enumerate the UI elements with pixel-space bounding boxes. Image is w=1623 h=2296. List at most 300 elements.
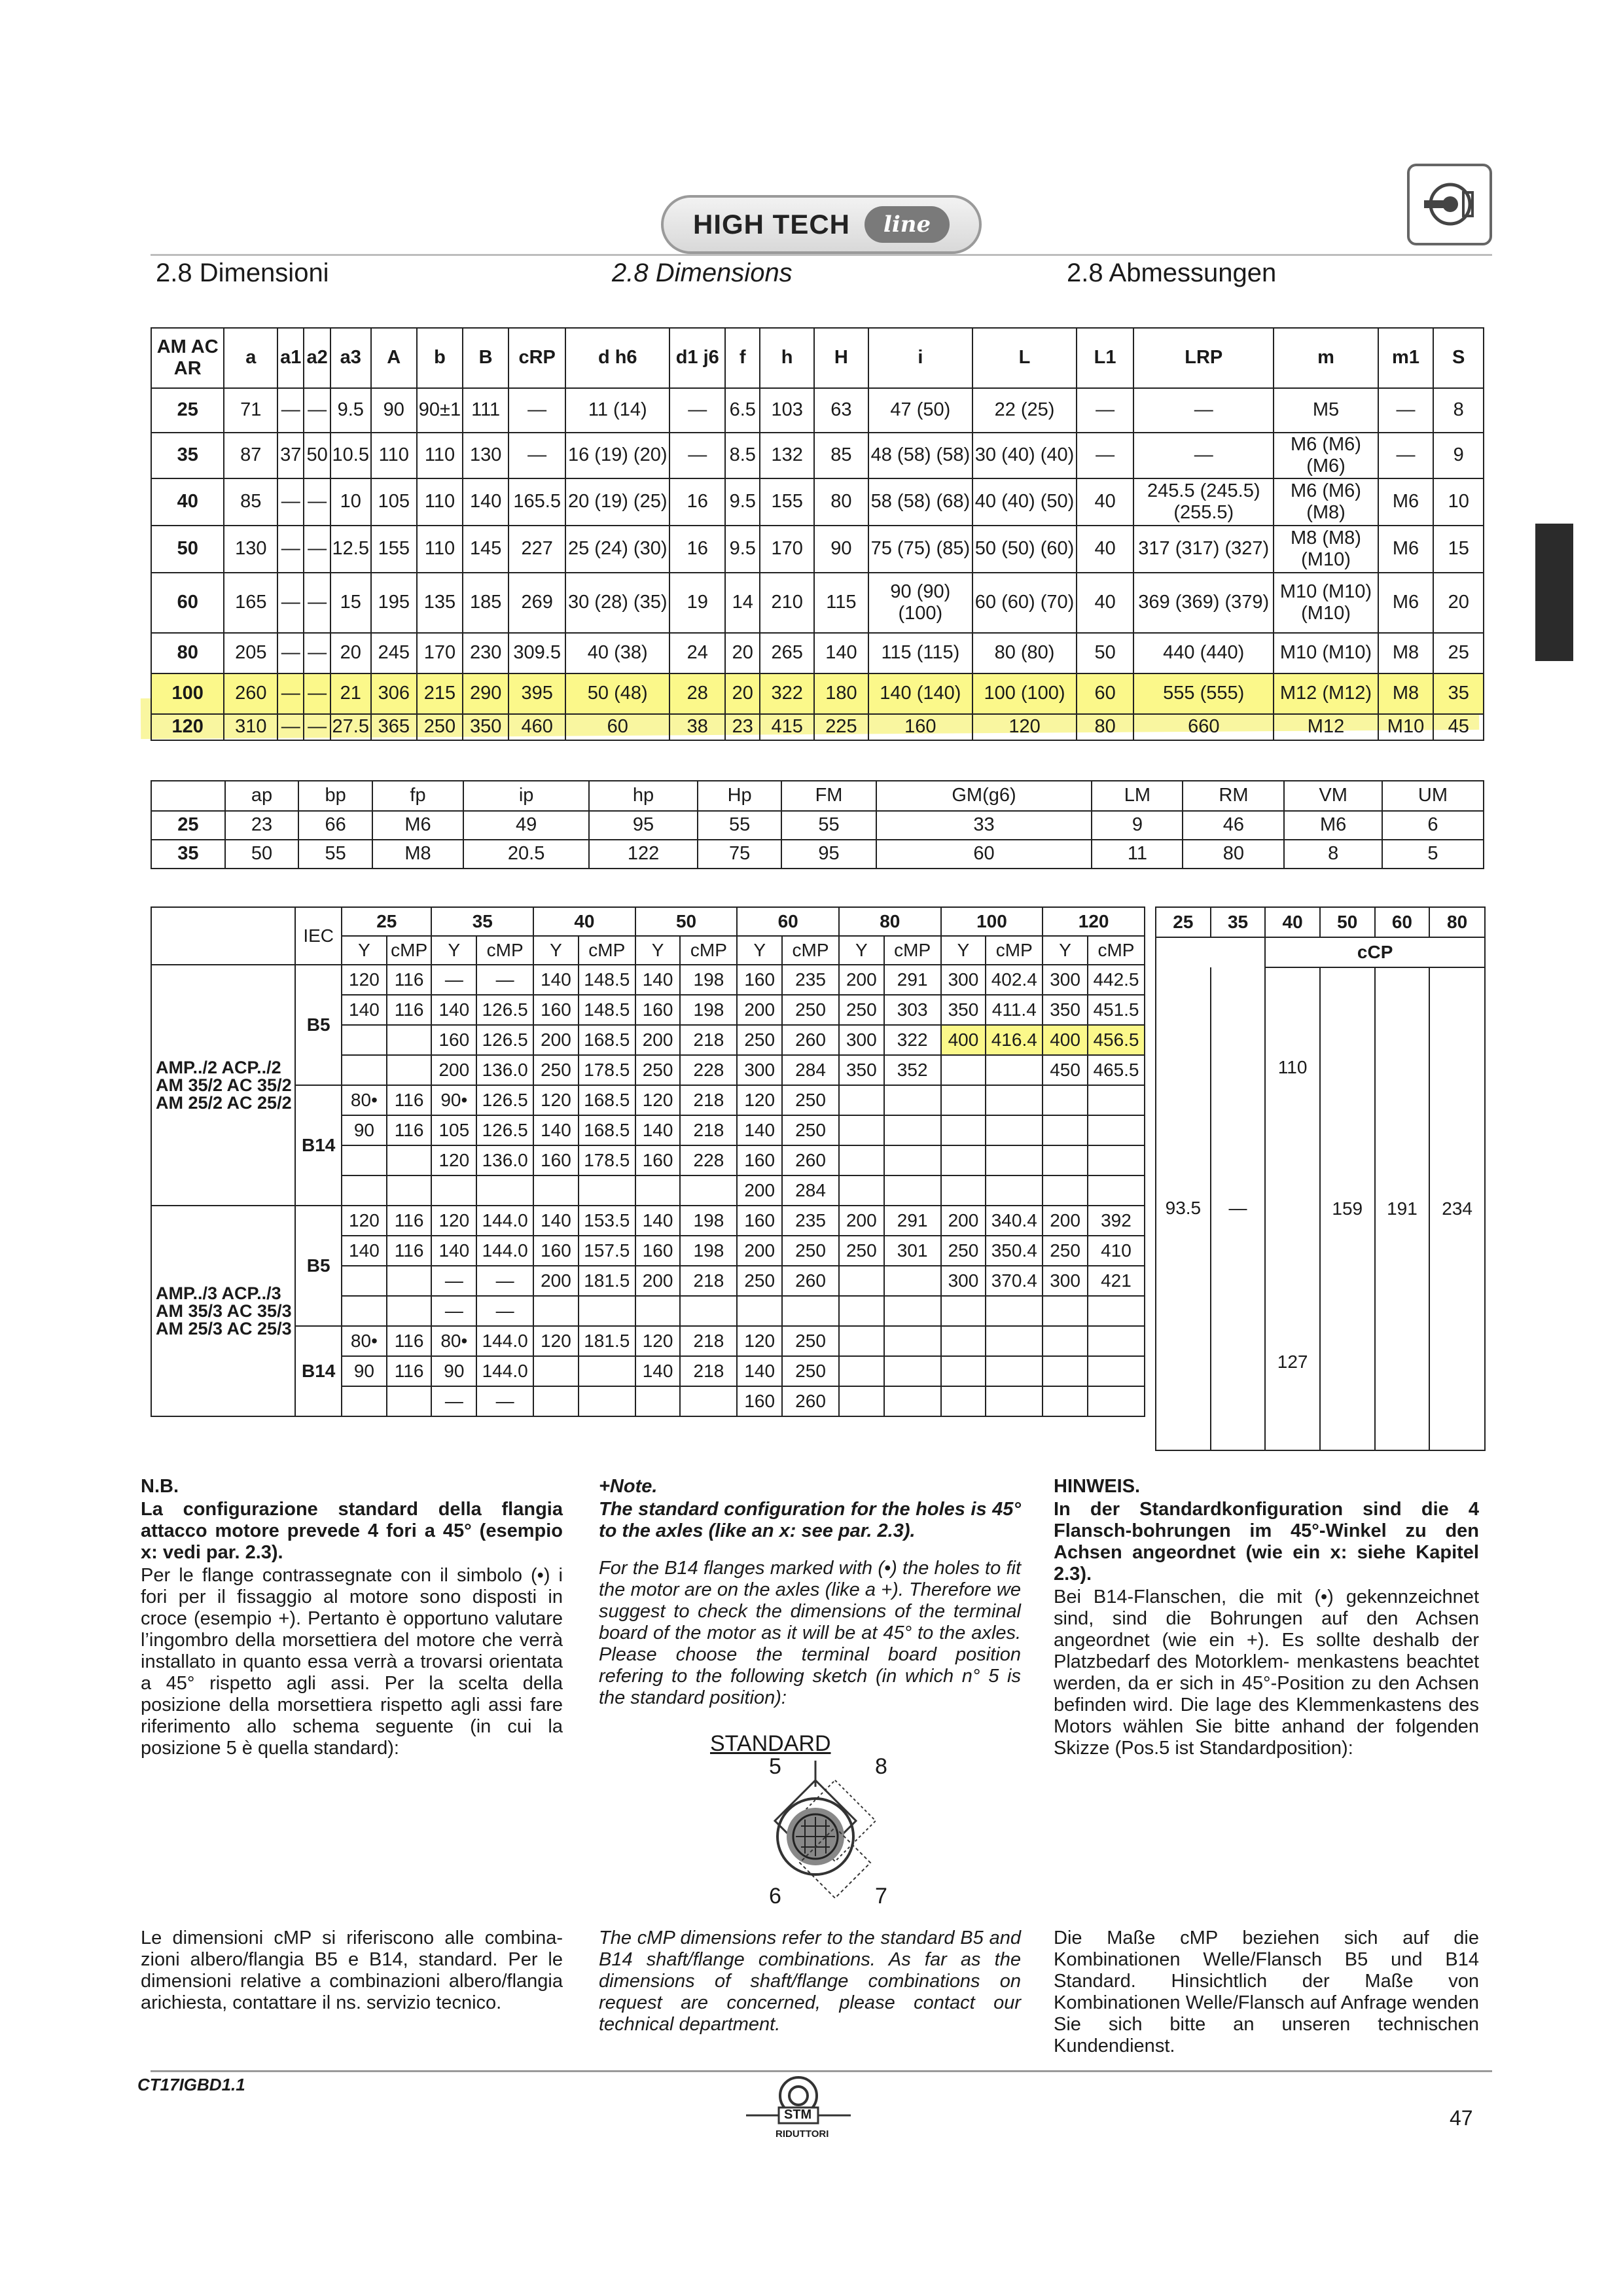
ccp-value: 159: [1332, 1198, 1363, 1219]
table-cell: 75: [698, 840, 781, 869]
table-cell: [342, 1145, 387, 1175]
table-cell: [579, 1175, 635, 1206]
table-cell: 350: [1043, 995, 1088, 1025]
table-cell: 60: [565, 714, 669, 740]
table-cell: 200: [737, 1175, 782, 1206]
table-cell: 85: [224, 478, 277, 526]
table-cell: 50: [225, 840, 299, 869]
table-cell: 46: [1183, 811, 1284, 840]
column-header: i: [868, 328, 972, 388]
table-cell: 11 (14): [565, 388, 669, 433]
table-cell: 40: [1077, 478, 1133, 526]
note-it-title: N.B.: [141, 1476, 179, 1497]
table-cell: 20: [1433, 573, 1484, 633]
table-cell: 350: [941, 995, 986, 1025]
table-cell: —: [277, 573, 304, 633]
cmp-note-english: The cMP dimensions refer to the standard B5 and B14 shaft/flange combinations. As far as the dimensions of shaft/flange combinations on request are concerned, please contact our technical department.: [599, 1928, 1021, 2035]
table-cell: 350.4: [986, 1236, 1043, 1266]
note-it-bold: La configurazione standard della flangia attacco motore prevede 4 fori a 45° (esempio x: vedi par. 2.3).: [141, 1499, 563, 1563]
table-cell: 181.5: [579, 1326, 635, 1356]
table-cell: [884, 1085, 941, 1115]
note-en-body: For the B14 flanges marked with (•) the holes to fit the motor are on the axles (like a +). Therefore we suggest to check the dimensions of the terminal board of the motor as it will be at 45° to the axles. Please choose the terminal board position refering to the following sketch (in which n° 5 is the standard position):: [599, 1558, 1021, 1708]
column-header: ap: [225, 781, 299, 811]
table-cell: 260: [782, 1266, 839, 1296]
table-cell: [986, 1175, 1043, 1206]
table-cell: 40 (40) (50): [972, 478, 1077, 526]
table-cell: 250: [737, 1266, 782, 1296]
table-cell: [986, 1085, 1043, 1115]
table-cell: 250: [782, 1115, 839, 1145]
table-cell: 100: [151, 673, 224, 714]
table-cell: 90•: [431, 1085, 476, 1115]
table-cell: [941, 1055, 986, 1085]
table-cell: —: [277, 478, 304, 526]
table-cell: 135: [417, 573, 463, 633]
table-cell: 250: [533, 1055, 579, 1085]
table-cell: [1088, 1085, 1145, 1115]
table-cell: 200: [533, 1025, 579, 1055]
table-cell: 90±1: [417, 388, 463, 433]
table-cell: 155: [371, 526, 417, 573]
table-cell: [839, 1115, 884, 1145]
table-cell: 8.5: [725, 433, 760, 478]
table-cell: 10: [1433, 478, 1484, 526]
table-cell: 421: [1088, 1266, 1145, 1296]
table-cell: 140: [635, 1115, 681, 1145]
table-cell: 50 (50) (60): [972, 526, 1077, 573]
ccp-value: 191: [1387, 1198, 1418, 1219]
table-cell: M6: [1378, 573, 1434, 633]
table-cell: [1088, 1175, 1145, 1206]
table-cell: 95: [589, 811, 698, 840]
cmp-note-italian: Le dimensioni cMP si riferiscono alle combina-zioni albero/flangia B5 e B14, standard. Per le dimensioni relative a combinazioni albero/flangia arichiesta, contattare il ns. servizio tecnico.: [141, 1928, 563, 2013]
table-cell: 555 (555): [1133, 673, 1274, 714]
table-cell: 115: [814, 573, 868, 633]
table-cell: 90: [814, 526, 868, 573]
document-code: CT17IGBD1.1: [137, 2075, 245, 2094]
table-cell: [782, 1296, 839, 1326]
table-cell: 120: [533, 1085, 579, 1115]
ccp-value: 234: [1442, 1198, 1472, 1219]
table-cell: [635, 1386, 681, 1416]
table-row: [151, 433, 1484, 478]
table-cell: 300: [839, 1025, 884, 1055]
column-header: A: [371, 328, 417, 388]
table-cell: 55: [298, 840, 372, 869]
table-cell: M10: [1378, 714, 1434, 740]
table-cell: 442.5: [1088, 965, 1145, 995]
table-cell: 160: [635, 995, 681, 1025]
ccp-table: [1155, 906, 1486, 1451]
table-cell: 126.5: [476, 1085, 533, 1115]
table-cell: [579, 1356, 635, 1386]
table-cell: 195: [371, 573, 417, 633]
note-de-bold: In der Standardkonfiguration sind die 4 Flansch-bohrungen im 45°-Winkel zu den Achsen angeordnet (wie ein x: siehe Kapitel 2.3).: [1054, 1499, 1479, 1585]
table-cell: —: [304, 673, 330, 714]
table-cell: 30 (40) (40): [972, 433, 1077, 478]
table-cell: —: [1378, 433, 1434, 478]
y-header: Y: [1043, 936, 1088, 965]
table-cell: 168.5: [579, 1115, 635, 1145]
table-cell: 58 (58) (68): [868, 478, 972, 526]
column-header: cRP: [508, 328, 565, 388]
table-cell: —: [1077, 433, 1133, 478]
table-cell: —: [476, 965, 533, 995]
table-cell: 160: [737, 1386, 782, 1416]
table-cell: [431, 1175, 476, 1206]
table-cell: M6: [1284, 811, 1382, 840]
table-cell: [342, 1175, 387, 1206]
table-cell: 284: [782, 1175, 839, 1206]
table-cell: 130: [463, 433, 508, 478]
table-cell: 33: [876, 811, 1092, 840]
table-cell: 301: [884, 1236, 941, 1266]
table-cell: 245: [371, 633, 417, 673]
table-cell: [839, 1145, 884, 1175]
y-header: Y: [737, 936, 782, 965]
table-cell: 30 (28) (35): [565, 573, 669, 633]
table-cell: —: [304, 526, 330, 573]
table-cell: 148.5: [579, 965, 635, 995]
position-8: 8: [875, 1754, 887, 1779]
iec-size-row: [151, 907, 1145, 936]
table-cell: 16: [669, 478, 725, 526]
y-header: Y: [431, 936, 476, 965]
note-en-bold: The standard configuration for the holes is 45° to the axles (like an x: see par. 2.3).: [599, 1499, 1021, 1541]
table-row: [151, 840, 1484, 869]
table-cell: [533, 1175, 579, 1206]
table-row: [151, 1326, 1145, 1356]
table-cell: 20 (19) (25): [565, 478, 669, 526]
table-cell: 105: [371, 478, 417, 526]
table-cell: 9: [1433, 433, 1484, 478]
table-row: [151, 673, 1484, 714]
table-cell: 140: [635, 1206, 681, 1236]
table-cell: 47 (50): [868, 388, 972, 433]
table-cell: 200: [533, 1266, 579, 1296]
table-cell: M10 (M10): [1274, 633, 1378, 673]
table-cell: —: [277, 673, 304, 714]
table-cell: 40: [1077, 526, 1133, 573]
table-cell: 38: [669, 714, 725, 740]
table-cell: [1088, 1356, 1145, 1386]
table-cell: 235: [782, 965, 839, 995]
table-cell: [1043, 1296, 1088, 1326]
table-cell: 6.5: [725, 388, 760, 433]
table-cell: [151, 907, 295, 965]
table-cell: [342, 1266, 387, 1296]
size-header: 80: [839, 907, 941, 936]
table-cell: 200: [635, 1025, 681, 1055]
table-cell: 35: [1433, 673, 1484, 714]
ccp-value: 93.5: [1165, 1198, 1202, 1219]
table-cell: 140: [737, 1356, 782, 1386]
column-header: f: [725, 328, 760, 388]
table-cell: [839, 1175, 884, 1206]
table-cell: [986, 1145, 1043, 1175]
table-cell: 200: [839, 965, 884, 995]
note-it-body: Per le flange contrassegnate con il simbolo (•) i fori per il fissaggio al motore sono disposti in croce (esempio +). Pertanto è opportuno valutare l’ingombro della morsettiera del motore che verrà installato in quanto essa verrà a trovarsi orientata a 45° rispetto agli assi. Per la scelta della posizione della morsettiera rispetto agli assi fare riferimento allo schema seguente (in cui la posizione 5 è quella standard):: [141, 1565, 563, 1759]
table-cell: —: [476, 1266, 533, 1296]
table-cell: 10: [330, 478, 371, 526]
table-cell: [387, 1296, 432, 1326]
table-cell: 250: [782, 1085, 839, 1115]
table-cell: 250: [635, 1055, 681, 1085]
table-cell: [1088, 1145, 1145, 1175]
table-cell: —: [1133, 388, 1274, 433]
table-cell: 317 (317) (327): [1133, 526, 1274, 573]
table-cell: 160: [635, 1236, 681, 1266]
table-row: [151, 811, 1484, 840]
table-cell: 105: [431, 1115, 476, 1145]
table-cell: [1043, 1115, 1088, 1145]
table-cell: 40: [151, 478, 224, 526]
column-header: VM: [1284, 781, 1382, 811]
column-header: RM: [1183, 781, 1284, 811]
table-cell: 465.5: [1088, 1055, 1145, 1085]
y-header: Y: [342, 936, 387, 965]
cmp-header: cMP: [476, 936, 533, 965]
table-cell: 120: [635, 1085, 681, 1115]
table-cell: 170: [760, 526, 814, 573]
table-cell: 300: [1043, 1266, 1088, 1296]
pump-dimension-table: [151, 780, 1484, 869]
table-cell: 322: [760, 673, 814, 714]
table-cell: M12 (M12): [1274, 673, 1378, 714]
size-header: 120: [1043, 907, 1145, 936]
table-cell: 80•: [342, 1326, 387, 1356]
stm-logo-sub: RIDUTTORI: [776, 2128, 829, 2140]
table-cell: 460: [508, 714, 565, 740]
table-cell: [342, 1055, 387, 1085]
table-cell: 12.5: [330, 526, 371, 573]
ccp-size: 60: [1375, 907, 1430, 937]
table-cell: 90: [371, 388, 417, 433]
table-cell: [1088, 1115, 1145, 1145]
table-cell: M5: [1274, 388, 1378, 433]
table-cell: [1043, 1386, 1088, 1416]
table-cell: 250: [839, 1236, 884, 1266]
table-cell: —: [508, 388, 565, 433]
table-cell: 352: [884, 1055, 941, 1085]
table-cell: 210: [760, 573, 814, 633]
table-cell: 140: [533, 1206, 579, 1236]
table-cell: 71: [224, 388, 277, 433]
table-cell: 16: [669, 526, 725, 573]
table-cell: 228: [680, 1145, 737, 1175]
column-header: GM(g6): [876, 781, 1092, 811]
table-cell: 200: [635, 1266, 681, 1296]
table-cell: 110: [417, 433, 463, 478]
iec-label: IEC: [295, 907, 342, 965]
table-cell: —: [1077, 388, 1133, 433]
table-cell: 116: [387, 965, 432, 995]
ccp-value-110: 110: [1277, 1057, 1308, 1077]
table-cell: [342, 1025, 387, 1055]
ccp-value-127: 127: [1277, 1352, 1308, 1372]
table-row: [151, 478, 1484, 526]
table-cell: 9: [1092, 811, 1183, 840]
column-header: fp: [372, 781, 463, 811]
table-cell: 50: [1077, 633, 1133, 673]
column-header: [151, 781, 225, 811]
position-6: 6: [769, 1884, 781, 1909]
table-cell: 411.4: [986, 995, 1043, 1025]
table-cell: [884, 1356, 941, 1386]
table-cell: 250: [737, 1025, 782, 1055]
table-cell: 227: [508, 526, 565, 573]
table-cell: 49: [463, 811, 589, 840]
table-cell: M6: [1378, 526, 1434, 573]
table-cell: 22 (25): [972, 388, 1077, 433]
table-cell: 120: [737, 1326, 782, 1356]
table-cell: 178.5: [579, 1055, 635, 1085]
table-cell: [1088, 1386, 1145, 1416]
table-cell: 87: [224, 433, 277, 478]
table-cell: —: [304, 478, 330, 526]
column-header: m1: [1378, 328, 1434, 388]
table-cell: [986, 1326, 1043, 1356]
table-cell: —: [304, 633, 330, 673]
b14-label: B14: [295, 1326, 342, 1416]
note-english: [599, 1476, 1021, 1710]
ccp-value: —: [1228, 1198, 1247, 1219]
table-cell: [986, 1115, 1043, 1145]
b14-label: B14: [295, 1085, 342, 1206]
table-cell: 120: [972, 714, 1077, 740]
table-cell: 20: [725, 673, 760, 714]
title-german: 2.8 Abmessungen: [1067, 259, 1277, 287]
table-cell: 225: [814, 714, 868, 740]
table-cell: 116: [387, 1206, 432, 1236]
table-row: [151, 573, 1484, 633]
table-cell: 140: [533, 965, 579, 995]
table-cell: 9.5: [725, 526, 760, 573]
table-cell: 440 (440): [1133, 633, 1274, 673]
table-cell: 40: [1077, 573, 1133, 633]
column-header: h: [760, 328, 814, 388]
table-cell: 178.5: [579, 1145, 635, 1175]
table-cell: 300: [941, 965, 986, 995]
table-cell: [941, 1296, 986, 1326]
table-cell: 5: [1382, 840, 1484, 869]
table-cell: 120: [151, 714, 224, 740]
table-cell: 160: [868, 714, 972, 740]
y-header: Y: [839, 936, 884, 965]
table-cell: [941, 1175, 986, 1206]
table-cell: 37: [277, 433, 304, 478]
table-cell: 198: [680, 1236, 737, 1266]
table-cell: 75 (75) (85): [868, 526, 972, 573]
table-cell: 120: [533, 1326, 579, 1356]
column-header: a: [224, 328, 277, 388]
table-cell: 10.5: [330, 433, 371, 478]
table-cell: [533, 1296, 579, 1326]
brand-script: line: [865, 206, 950, 243]
table-cell: 369 (369) (379): [1133, 573, 1274, 633]
table-cell: [579, 1296, 635, 1326]
table-cell: 269: [508, 573, 565, 633]
table-cell: 8: [1433, 388, 1484, 433]
table-cell: 260: [782, 1386, 839, 1416]
table-cell: 8: [1284, 840, 1382, 869]
table-cell: 291: [884, 1206, 941, 1236]
table-cell: 90: [342, 1356, 387, 1386]
table-cell: 198: [680, 1206, 737, 1236]
table-cell: 80: [814, 478, 868, 526]
table-cell: 160: [737, 1206, 782, 1236]
table-cell: —: [277, 633, 304, 673]
table-cell: [387, 1386, 432, 1416]
column-header: L1: [1077, 328, 1133, 388]
table-cell: 40 (38): [565, 633, 669, 673]
table-cell: 90 (90) (100): [868, 573, 972, 633]
table-cell: 160: [737, 1145, 782, 1175]
table-cell: 200: [737, 995, 782, 1025]
table-cell: 126.5: [476, 1115, 533, 1145]
table-cell: 200: [431, 1055, 476, 1085]
table-cell: 60 (60) (70): [972, 573, 1077, 633]
note-italian: [141, 1476, 563, 1761]
table-cell: 80: [1183, 840, 1284, 869]
table-cell: 110: [371, 433, 417, 478]
table-cell: 153.5: [579, 1206, 635, 1236]
ccp-size: 35: [1211, 907, 1266, 937]
table-cell: —: [669, 433, 725, 478]
table-cell: 144.0: [476, 1326, 533, 1356]
table-cell: [1043, 1145, 1088, 1175]
table-cell: [941, 1145, 986, 1175]
size-header: 40: [533, 907, 635, 936]
table-cell: 160: [635, 1145, 681, 1175]
table-cell: 45: [1433, 714, 1484, 740]
table-cell: 20: [725, 633, 760, 673]
table-cell: 300: [1043, 965, 1088, 995]
title-english: 2.8 Dimensions: [612, 259, 793, 287]
table-cell: 140: [431, 995, 476, 1025]
table-cell: 245.5 (245.5) (255.5): [1133, 478, 1274, 526]
table-cell: 116: [387, 1115, 432, 1145]
table-cell: 140: [342, 1236, 387, 1266]
table-cell: 19: [669, 573, 725, 633]
table-cell: 250: [941, 1236, 986, 1266]
table-cell: 23: [725, 714, 760, 740]
y-header: Y: [941, 936, 986, 965]
table-cell: 165: [224, 573, 277, 633]
table-cell: —: [304, 714, 330, 740]
table-cell: [884, 1175, 941, 1206]
table-cell: 160: [533, 1236, 579, 1266]
table-cell: 48 (58) (58): [868, 433, 972, 478]
table-cell: 25 (24) (30): [565, 526, 669, 573]
table-cell: 395: [508, 673, 565, 714]
cmp-header: cMP: [782, 936, 839, 965]
table-cell: 140: [463, 478, 508, 526]
table-cell: M12: [1274, 714, 1378, 740]
table-cell: 35: [151, 840, 225, 869]
gear-icon: [1407, 164, 1492, 245]
table-cell: 200: [941, 1206, 986, 1236]
table-cell: [387, 1055, 432, 1085]
table-cell: 90: [342, 1115, 387, 1145]
table-cell: 185: [463, 573, 508, 633]
table-cell: 60: [876, 840, 1092, 869]
table-cell: 6: [1382, 811, 1484, 840]
table-cell: 110: [417, 526, 463, 573]
table-row: [151, 633, 1484, 673]
table-cell: 80: [151, 633, 224, 673]
table-cell: 126.5: [476, 1025, 533, 1055]
